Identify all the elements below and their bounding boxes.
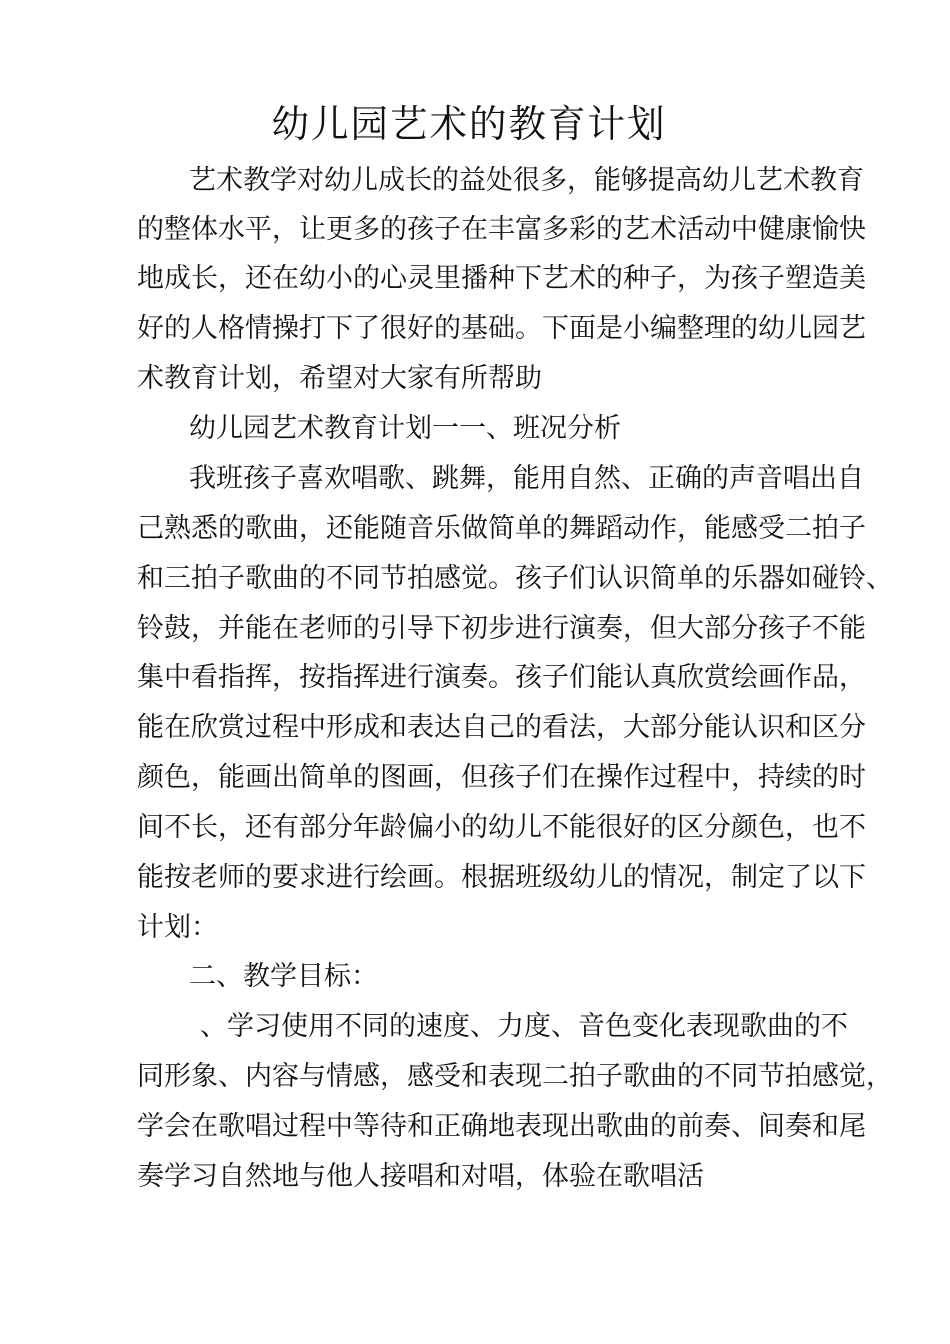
paragraph-line: 奏学习自然地与他人接唱和对唱，体验在歌唱活: [137, 1161, 704, 1192]
paragraph-line: 地成长，还在幼小的心灵里播种下艺术的种子，为孩子塑造美: [137, 263, 866, 294]
paragraph-line: 己熟悉的歌曲，还能随音乐做简单的舞蹈动作，能感受二拍子: [137, 513, 866, 544]
paragraph-line: 颜色，能画出简单的图画，但孩子们在操作过程中，持续的时: [137, 762, 866, 793]
paragraph-line: 好的人格情操打下了很好的基础。下面是小编整理的幼儿园艺: [137, 313, 866, 344]
paragraph-line: 间不长，还有部分年龄偏小的幼儿不能很好的区分颜色，也不: [137, 812, 866, 843]
paragraph-line: 我班孩子喜欢唱歌、跳舞，能用自然、正确的声音唱出自: [189, 463, 864, 494]
section-heading: 二、教学目标：: [189, 961, 378, 992]
section-heading: 幼儿园艺术教育计划一一、班况分析: [189, 413, 621, 444]
paragraph-line: 学会在歌唱过程中等待和正确地表现出歌曲的前奏、间奏和尾: [137, 1111, 866, 1142]
paragraph-line: 铃鼓，并能在老师的引导下初步进行演奏，但大部分孩子不能: [137, 613, 866, 644]
paragraph-line: 艺术教学对幼儿成长的益处很多，能够提高幼儿艺术教育: [189, 165, 864, 196]
paragraph-line: 的整体水平，让更多的孩子在丰富多彩的艺术活动中健康愉快: [137, 214, 866, 245]
paragraph-line: 能按老师的要求进行绘画。根据班级幼儿的情况，制定了以下: [137, 862, 866, 893]
paragraph-line: 、学习使用不同的速度、力度、音色变化表现歌曲的不: [200, 1011, 848, 1042]
document-title: 幼儿园艺术的教育计划: [271, 102, 667, 146]
paragraph-line: 计划：: [137, 912, 218, 943]
paragraph-line: 同形象、内容与情感，感受和表现二拍子歌曲的不同节拍感觉，: [137, 1061, 893, 1092]
paragraph-line: 术教育计划，希望对大家有所帮助: [137, 363, 542, 394]
paragraph-line: 能在欣赏过程中形成和表达自己的看法，大部分能认识和区分: [137, 712, 866, 743]
paragraph-line: 集中看指挥，按指挥进行演奏。孩子们能认真欣赏绘画作品，: [137, 662, 866, 693]
paragraph-line: 和三拍子歌曲的不同节拍感觉。孩子们认识简单的乐器如碰铃、: [137, 563, 893, 594]
